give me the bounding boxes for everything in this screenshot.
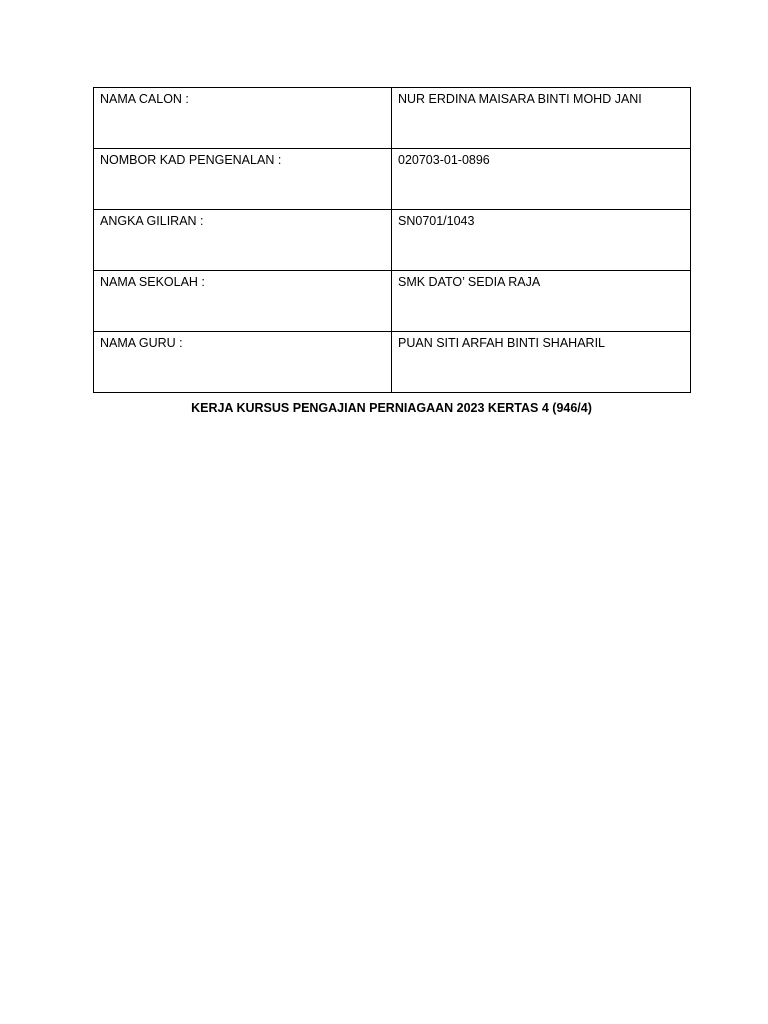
table-row-candidate-name <box>94 88 691 149</box>
index-number-label: ANGKA GILIRAN : <box>94 210 392 271</box>
table-row-school-name <box>94 271 691 332</box>
candidate-info-table <box>93 87 691 393</box>
ic-number-label: NOMBOR KAD PENGENALAN : <box>94 149 392 210</box>
table-row-index-number <box>94 210 691 271</box>
ic-number-value: 020703-01-0896 <box>392 149 691 210</box>
teacher-name-value: PUAN SITI ARFAH BINTI SHAHARIL <box>392 332 691 393</box>
school-name-label: NAMA SEKOLAH : <box>94 271 392 332</box>
table-row-ic-number <box>94 149 691 210</box>
index-number-value: SN0701/1043 <box>392 210 691 271</box>
teacher-name-label: NAMA GURU : <box>94 332 392 393</box>
coursework-caption: KERJA KURSUS PENGAJIAN PERNIAGAAN 2023 KERTAS 4 (946/4) <box>191 401 592 415</box>
table-row-teacher-name <box>94 332 691 393</box>
candidate-name-label: NAMA CALON : <box>94 88 392 149</box>
school-name-value: SMK DATO’ SEDIA RAJA <box>392 271 691 332</box>
candidate-name-value: NUR ERDINA MAISARA BINTI MOHD JANI <box>392 88 691 149</box>
